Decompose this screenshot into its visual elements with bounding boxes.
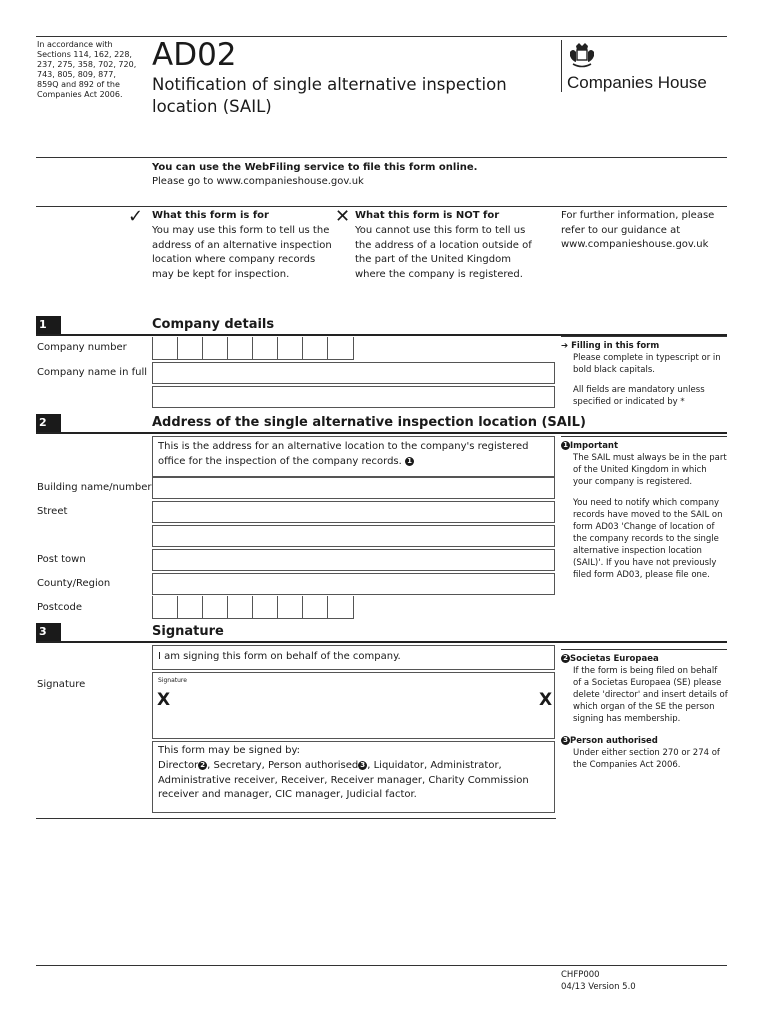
note-2-icon: 2 bbox=[198, 761, 207, 770]
webfiling-line2: Please go to www.companieshouse.gov.uk bbox=[152, 176, 364, 187]
company-name-label: Company name in full bbox=[37, 367, 147, 378]
check-icon: ✓ bbox=[128, 206, 144, 227]
signature-field[interactable] bbox=[152, 672, 555, 739]
company-name-field[interactable] bbox=[152, 362, 555, 384]
county-field[interactable] bbox=[152, 573, 555, 595]
post-town-label: Post town bbox=[37, 554, 86, 565]
form-for-text: You may use this form to tell us the address of an alternative inspection location where company records may be kept for inspection. bbox=[152, 225, 332, 280]
section1-title: Company details bbox=[152, 317, 275, 332]
postcode-cell[interactable] bbox=[327, 596, 354, 619]
side3-rule bbox=[561, 649, 727, 650]
webfiling-line1: You can use the WebFiling service to file this form online. bbox=[152, 162, 478, 173]
company-number-cell[interactable] bbox=[202, 337, 228, 360]
form-not-for-title: What this form is NOT for bbox=[355, 210, 500, 221]
important-title: 1 Important bbox=[561, 440, 618, 452]
section3-title: Signature bbox=[152, 624, 224, 639]
postcode-label: Postcode bbox=[37, 602, 83, 613]
webfiling-rule bbox=[36, 157, 727, 158]
postcode-cell[interactable] bbox=[202, 596, 228, 619]
footer-version: 04/13 Version 5.0 bbox=[561, 982, 636, 992]
section2-number: 2 bbox=[36, 414, 61, 432]
footer-code: CHFP000 bbox=[561, 970, 600, 980]
societas-text: If the form is being filed on behalf of a Societas Europaea (SE) please delete 'director' and insert details of which organ of the SE the person signing has membership. bbox=[573, 666, 728, 724]
county-label: County/Region bbox=[37, 578, 111, 589]
company-name-field-line2[interactable] bbox=[152, 386, 555, 408]
note-3-icon: 3 bbox=[358, 761, 367, 770]
form-code: AD02 bbox=[152, 37, 237, 73]
company-number-cell[interactable] bbox=[302, 337, 328, 360]
section2-title: Address of the single alternative inspection location (SAIL) bbox=[152, 415, 586, 430]
companies-house-logo: Companies House bbox=[567, 73, 707, 92]
important-text2: You need to notify which company records have moved to the SAIL on form AD03 'Change of location of the company records to the single alternative inspection location (SAIL)'. If you have not previously filed form AD03, please file one. bbox=[573, 498, 723, 580]
side2-rule bbox=[561, 436, 727, 437]
company-number-cell[interactable] bbox=[177, 337, 203, 360]
company-number-cell[interactable] bbox=[277, 337, 303, 360]
signature-x-left: X bbox=[157, 690, 171, 710]
company-number-cell[interactable] bbox=[327, 337, 354, 360]
company-number-cell[interactable] bbox=[252, 337, 278, 360]
postcode-cell[interactable] bbox=[277, 596, 303, 619]
signed-by-list: Director 2 , Secretary, Person authorised 3 , Liquidator, Administrator, Administrative receiver, Receiver, Receiver manager, Charity Commission receiver and manager, CIC manager, Judicial factor. bbox=[158, 760, 529, 800]
form-not-for-text: You cannot use this form to tell us the address of a location outside of the part of the United Kingdom where the company is registered. bbox=[355, 225, 532, 280]
side1-rule bbox=[561, 336, 727, 337]
note-1-icon: 1 bbox=[405, 457, 414, 466]
building-field[interactable] bbox=[152, 477, 555, 499]
sail-intro-text: This is the address for an alternative location to the company's registered office for the inspection of the company records. 1 bbox=[158, 441, 529, 467]
legal-reference: In accordance with Sections 114, 162, 228, 237, 275, 358, 702, 720, 743, 805, 809, 877, 859Q and 892 of the Companies Act 2006. bbox=[37, 40, 137, 99]
note-3-icon: 3 bbox=[561, 736, 570, 745]
footer-rule bbox=[36, 965, 727, 966]
filling-form-text2: All fields are mandatory unless specified or indicated by * bbox=[573, 385, 705, 407]
signature-label: Signature bbox=[37, 679, 86, 690]
postcode-field[interactable] bbox=[152, 596, 352, 618]
filling-form-text1: Please complete in typescript or in bold black capitals. bbox=[573, 353, 721, 375]
arrow-right-icon: ➔ bbox=[561, 341, 572, 351]
building-label: Building name/number bbox=[37, 482, 152, 493]
postcode-cell[interactable] bbox=[177, 596, 203, 619]
form-title: Notification of single alternative inspection location (SAIL) bbox=[152, 75, 507, 116]
section1-number: 1 bbox=[36, 316, 61, 334]
person-authorised-title: 3 Person authorised bbox=[561, 735, 658, 747]
signature-box-label: Signature bbox=[158, 677, 187, 684]
signature-x-right: X bbox=[539, 690, 553, 710]
street-field-line2[interactable] bbox=[152, 525, 555, 547]
post-town-field[interactable] bbox=[152, 549, 555, 571]
filling-form-title: ➔ Filling in this form bbox=[561, 341, 660, 351]
royal-crest-icon bbox=[567, 42, 597, 74]
postcode-cell[interactable] bbox=[227, 596, 253, 619]
logo-divider bbox=[561, 40, 562, 92]
note-1-icon: 1 bbox=[561, 441, 570, 450]
company-number-field[interactable] bbox=[152, 337, 352, 359]
signed-by-intro: This form may be signed by: bbox=[158, 745, 301, 756]
societas-title: 2 Societas Europaea bbox=[561, 653, 659, 665]
form-for-title: What this form is for bbox=[152, 210, 269, 221]
person-authorised-text: Under either section 270 or 274 of the Companies Act 2006. bbox=[573, 748, 720, 770]
section3-number: 3 bbox=[36, 623, 61, 641]
postcode-cell[interactable] bbox=[252, 596, 278, 619]
company-number-label: Company number bbox=[37, 342, 127, 353]
company-number-cell[interactable] bbox=[227, 337, 253, 360]
cross-icon: ✕ bbox=[335, 206, 351, 227]
company-number-cell[interactable] bbox=[152, 337, 178, 360]
note-2-icon: 2 bbox=[561, 654, 570, 663]
important-text1: The SAIL must always be in the part of the United Kingdom in which your company is registered. bbox=[573, 453, 727, 487]
postcode-cell[interactable] bbox=[152, 596, 178, 619]
postcode-cell[interactable] bbox=[302, 596, 328, 619]
further-information: For further information, please refer to our guidance at www.companieshouse.gov.uk bbox=[561, 210, 715, 250]
top-rule bbox=[36, 36, 727, 37]
street-label: Street bbox=[37, 506, 68, 517]
section2-rule bbox=[36, 432, 727, 434]
section3-bottom-rule bbox=[36, 818, 556, 819]
street-field[interactable] bbox=[152, 501, 555, 523]
section3-rule bbox=[36, 641, 727, 643]
behalf-text: I am signing this form on behalf of the company. bbox=[158, 651, 401, 662]
